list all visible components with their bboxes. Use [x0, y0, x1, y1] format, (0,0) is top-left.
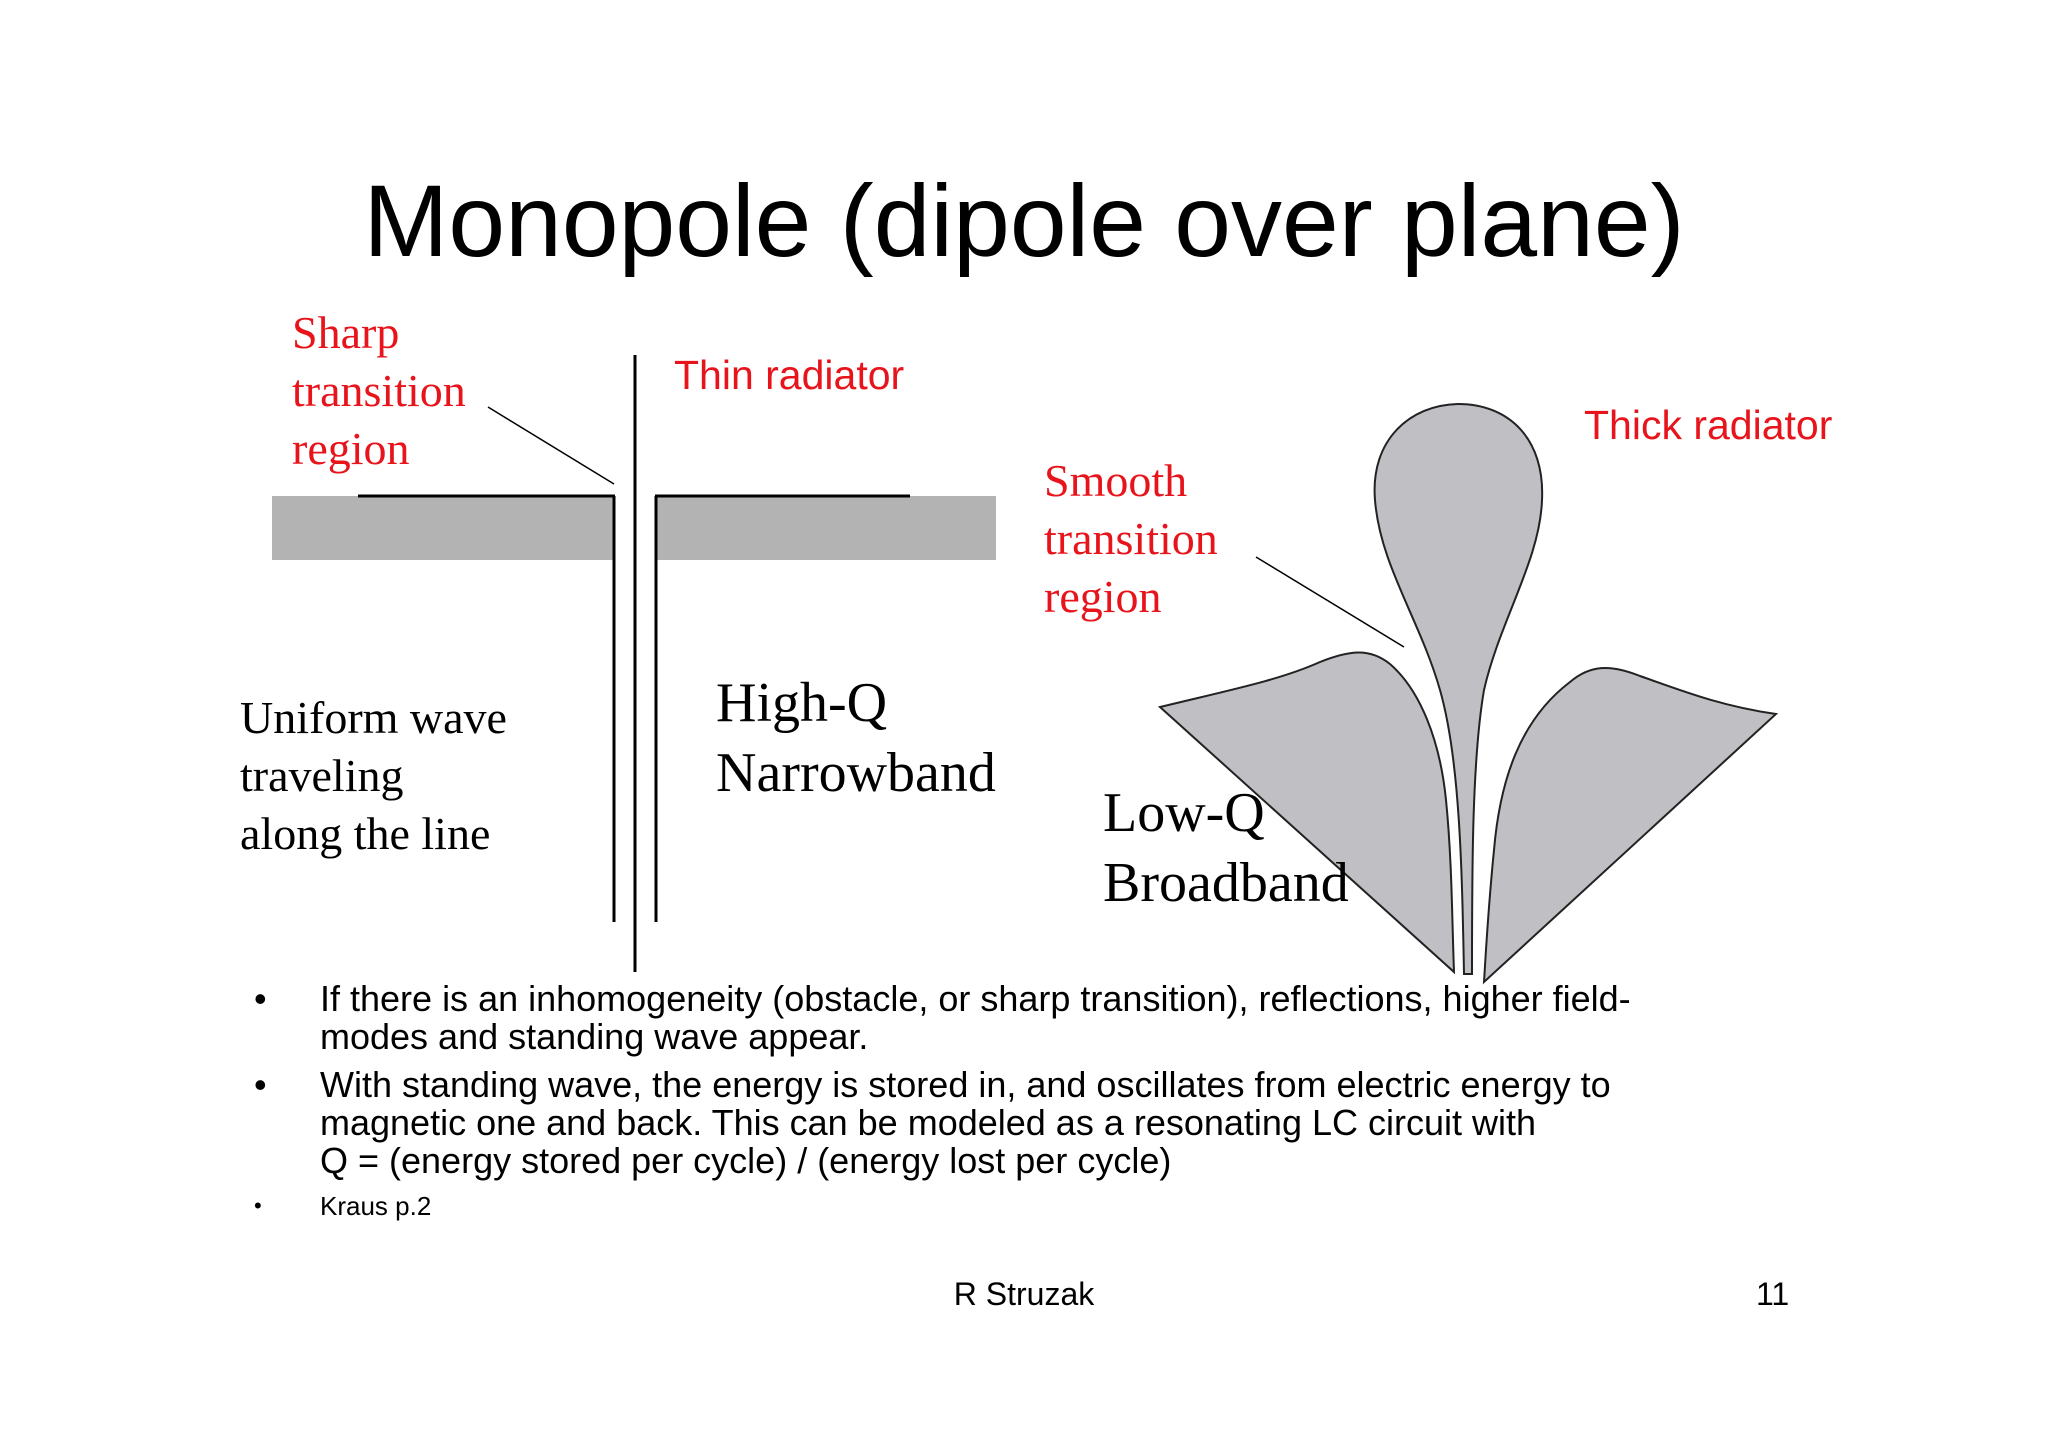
- label-line: Sharp: [292, 307, 400, 358]
- bullet-dot: •: [254, 1064, 267, 1105]
- slide-title: Monopole (dipole over plane): [363, 164, 1685, 278]
- bullet-text-line: magnetic one and back. This can be modeled as a resonating LC circuit with: [320, 1102, 1537, 1143]
- bullet-item: [248, 1190, 1808, 1222]
- bullet-text-line: Q = (energy stored per cycle) / (energy lost per cycle): [320, 1140, 1172, 1181]
- bullet-list: [248, 980, 1808, 1232]
- bullet-item: [248, 1066, 1808, 1180]
- smooth-transition-label: [1044, 452, 1218, 626]
- label-line: Smooth: [1044, 455, 1188, 506]
- bullet-text-line: modes and standing wave appear.: [320, 1016, 869, 1057]
- page-number: 11: [1756, 1276, 1790, 1312]
- bullet-dot: •: [254, 978, 267, 1019]
- sharp-transition-pointer: [488, 407, 614, 484]
- ground-plane-right: [655, 496, 996, 560]
- thin-radiator-label: Thin radiator: [674, 352, 905, 398]
- label-line: Uniform wave: [240, 692, 507, 743]
- label-line: Narrowband: [716, 742, 996, 804]
- label-line: region: [292, 423, 410, 474]
- label-line: transition: [1044, 513, 1218, 564]
- label-line: Low-Q: [1103, 782, 1265, 844]
- label-line: High-Q: [716, 672, 888, 734]
- bullet-text-line: With standing wave, the energy is stored in, and oscillates from electric energy to: [320, 1064, 1611, 1105]
- label-line: along the line: [240, 808, 491, 859]
- smooth-transition-pointer: [1256, 557, 1404, 647]
- uniform-wave-label: [240, 689, 507, 863]
- bullet-dot: •: [254, 1193, 262, 1218]
- label-line: Broadband: [1103, 852, 1349, 914]
- high-q-label: [716, 668, 996, 808]
- bullet-text-line: If there is an inhomogeneity (obstacle, or sharp transition), reflections, higher field-: [320, 978, 1631, 1019]
- sharp-transition-label: [292, 304, 466, 478]
- label-line: transition: [292, 365, 466, 416]
- bullet-text-line: Kraus p.2: [320, 1191, 432, 1221]
- footer-author: R Struzak: [953, 1276, 1095, 1312]
- thick-radiator-right-flare: [1484, 668, 1776, 982]
- label-line: region: [1044, 571, 1162, 622]
- ground-plane-left: [272, 496, 615, 560]
- bullet-item: [248, 980, 1808, 1056]
- label-line: traveling: [240, 750, 404, 801]
- low-q-label: [1103, 778, 1349, 918]
- thick-radiator-label: Thick radiator: [1584, 402, 1833, 448]
